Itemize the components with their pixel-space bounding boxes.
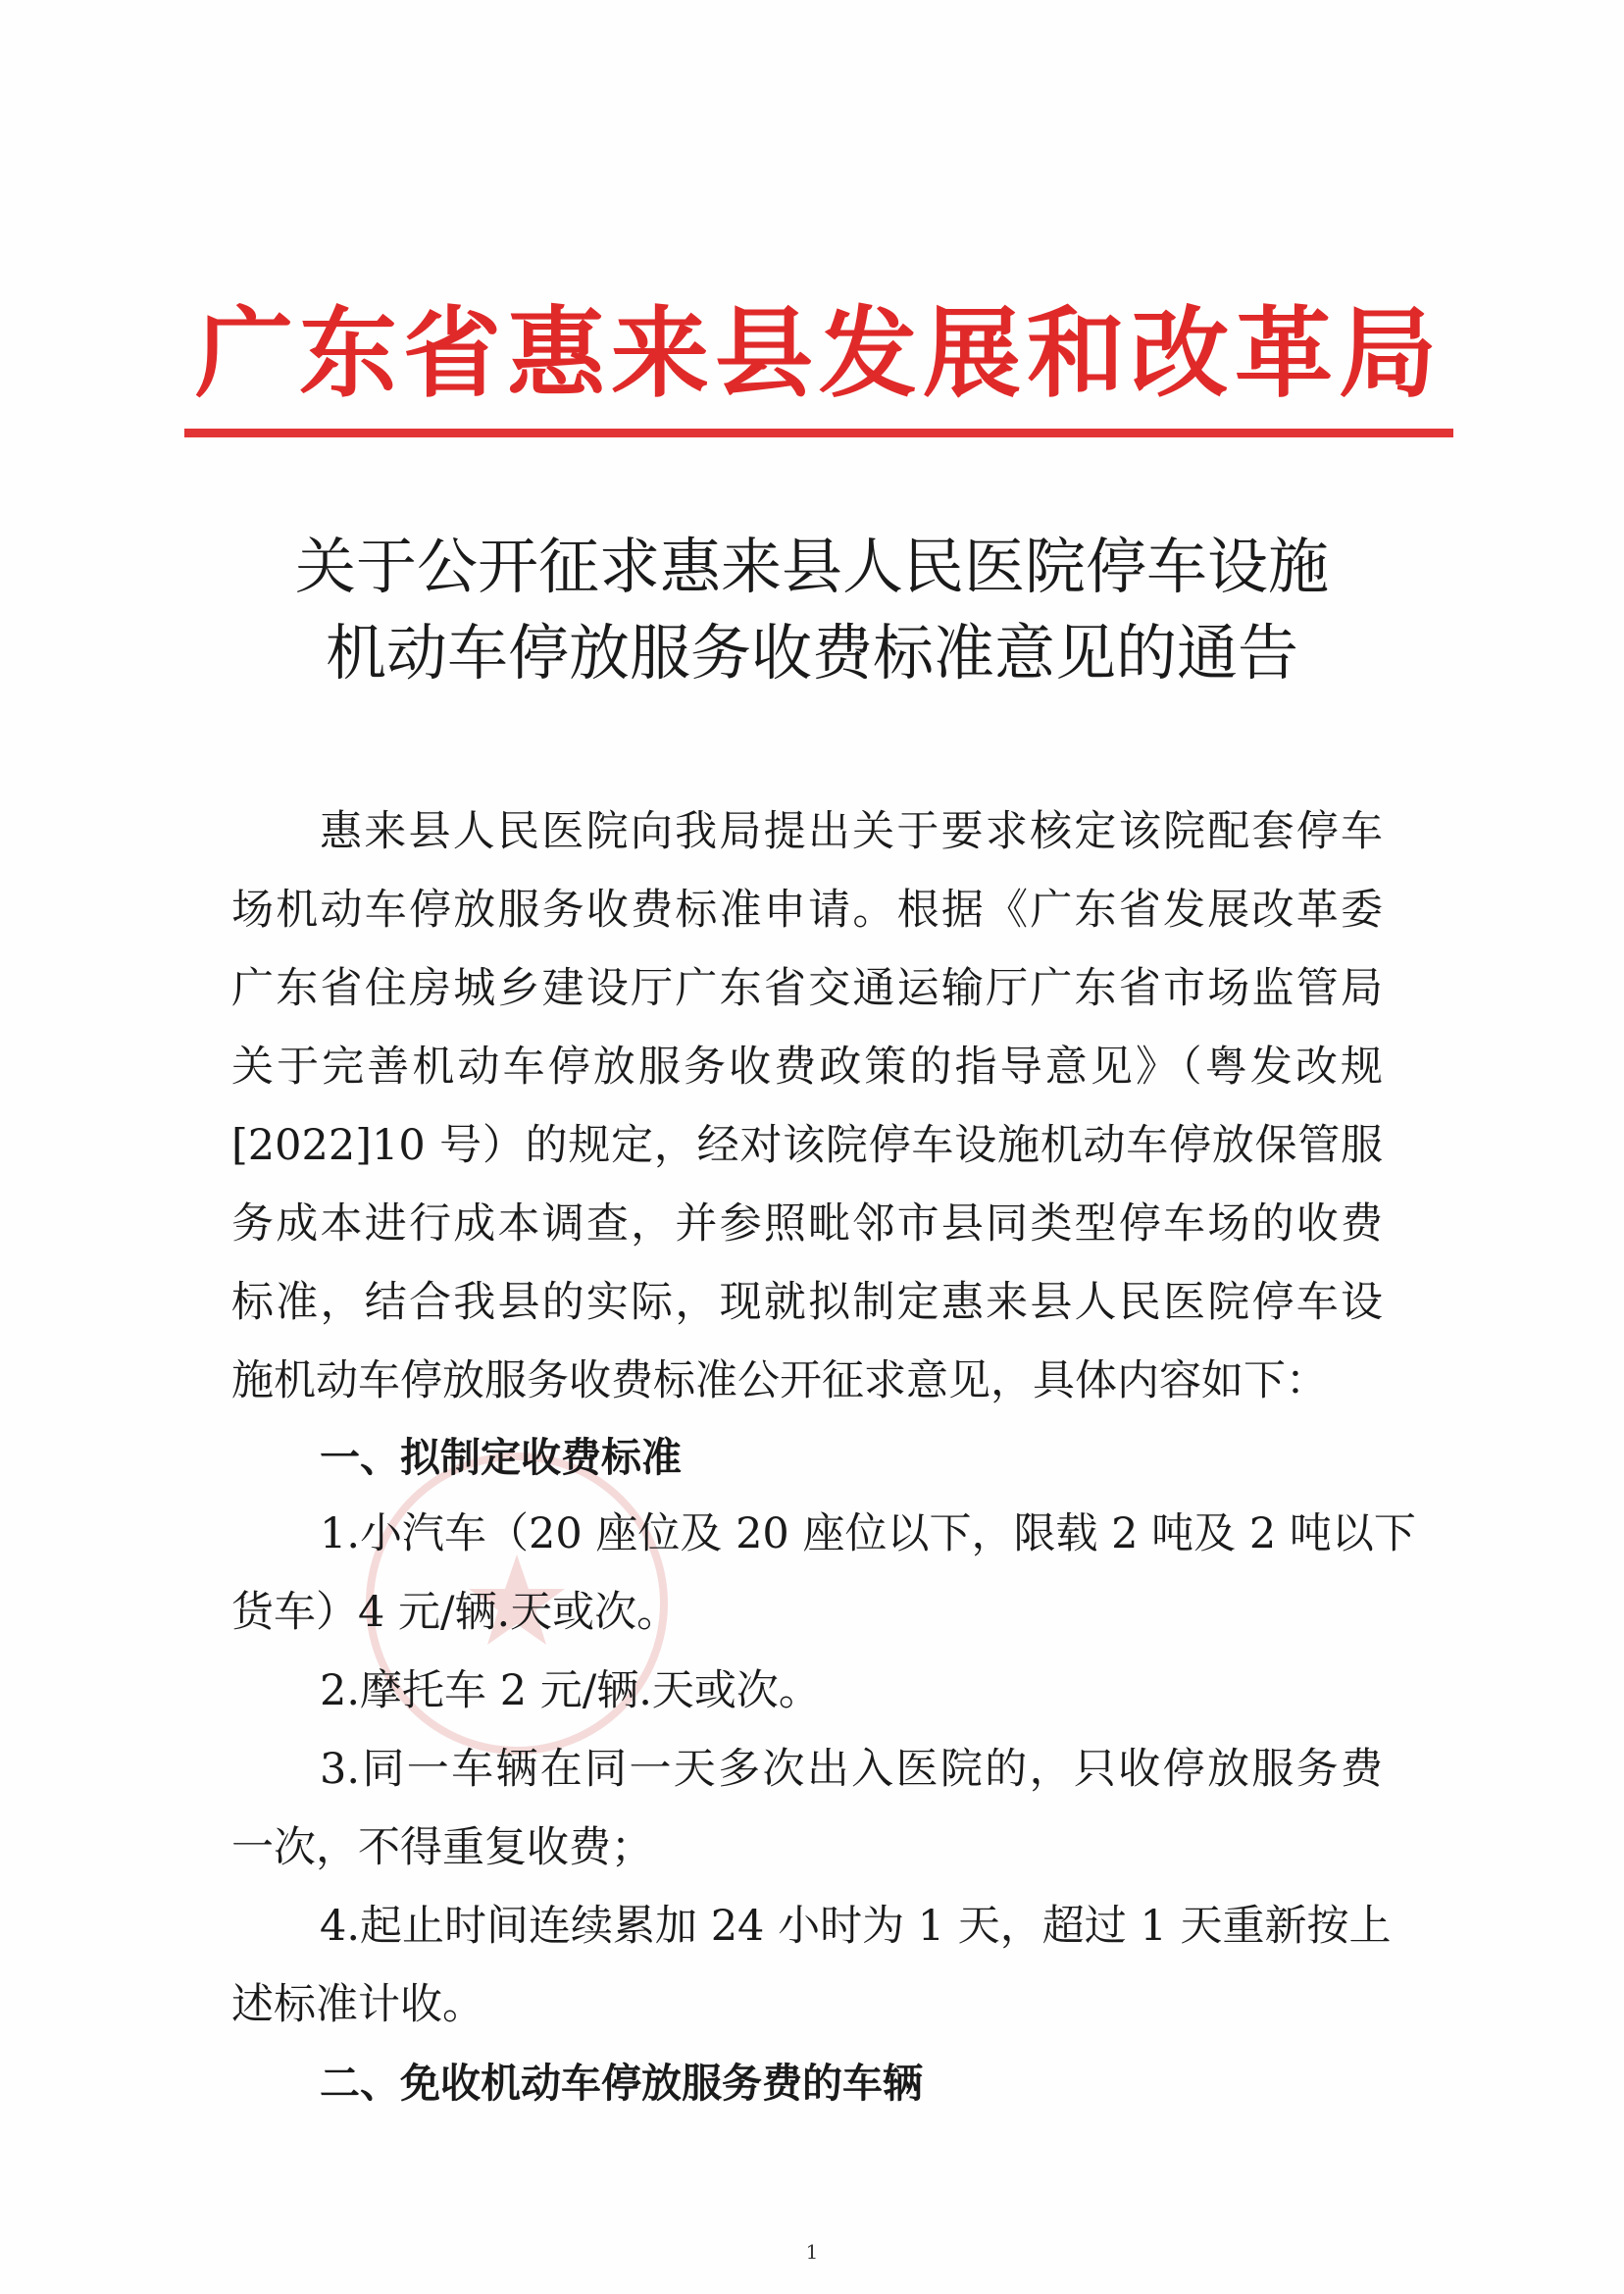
body-line: 务成本进行成本调查，并参照毗邻市县同类型停车场的收费: [231, 1199, 1383, 1249]
body-line: 惠来县人民医院向我局提出关于要求核定该院配套停车: [320, 807, 1383, 856]
fee-item-4-line-2: 述标准计收。: [231, 1980, 484, 2029]
body-line: 广东省住房城乡建设厅广东省交通运输厅广东省市场监管局: [231, 964, 1383, 1013]
letterhead-org-name: 广东省惠来县发展和改革局: [195, 295, 1443, 411]
letterhead-red-rule: [184, 429, 1453, 437]
page-number: 1: [805, 2240, 819, 2264]
body-line: 施机动车停放服务收费标准公开征求意见，具体内容如下：: [231, 1356, 1328, 1405]
body-line: [2022]10 号）的规定，经对该院停车设施机动车停放保管服: [231, 1121, 1383, 1170]
fee-item-3-line-2: 一次，不得重复收费；: [231, 1823, 653, 1872]
fee-item-4-line-1: 4.起止时间连续累加 24 小时为 1 天，超过 1 天重新按上: [320, 1902, 1392, 1951]
section-heading-fee-standard: 一、拟制定收费标准: [320, 1434, 682, 1481]
fee-item-3-line-1: 3.同一车辆在同一天多次出入医院的，只收停放服务费: [320, 1745, 1383, 1794]
fee-item-1-line-1: 1.小汽车（20 座位及 20 座位以下，限载 2 吨及 2 吨以下: [320, 1509, 1416, 1558]
body-line: 场机动车停放服务收费标准申请。根据《广东省发展改革委: [231, 886, 1383, 935]
body-line: 关于完善机动车停放服务收费政策的指导意见》（粤发改规: [231, 1043, 1383, 1092]
fee-item-2: 2.摩托车 2 元/辆.天或次。: [320, 1666, 821, 1715]
document-title-line-1: 关于公开征求惠来县人民医院停车设施: [294, 531, 1329, 602]
document-title-line-2: 机动车停放服务收费标准意见的通告: [325, 617, 1298, 688]
fee-item-1-line-2: 货车）4 元/辆.天或次。: [231, 1588, 680, 1637]
section-heading-exempt-vehicles: 二、免收机动车停放服务费的车辆: [320, 2060, 923, 2107]
body-line: 标准，结合我县的实际，现就拟制定惠来县人民医院停车设: [231, 1278, 1383, 1327]
